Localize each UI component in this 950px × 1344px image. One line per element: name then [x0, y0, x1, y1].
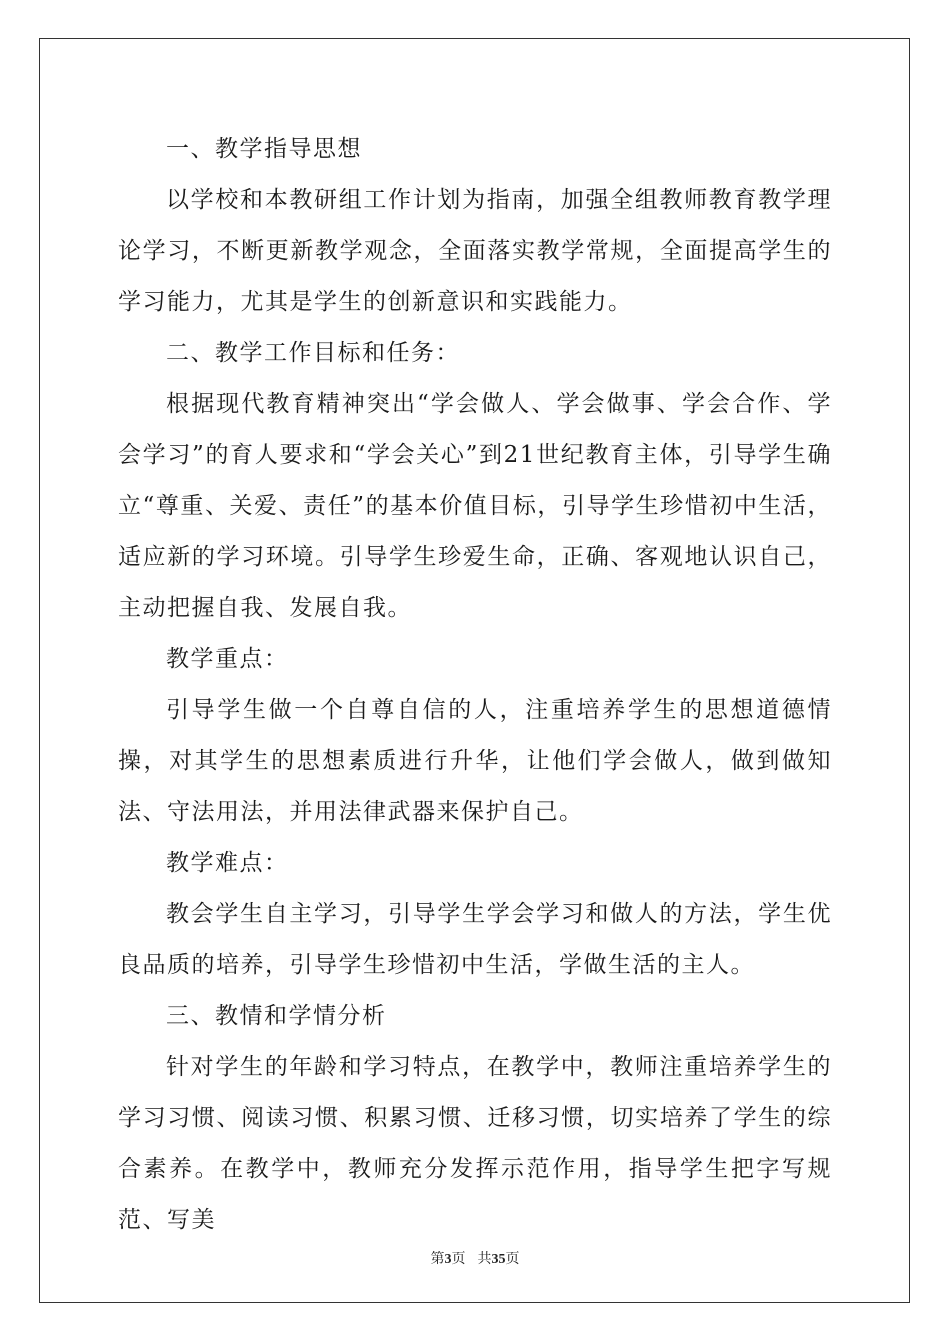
- paragraph-goals-tasks: 根据现代教育精神突出“学会做人、学会做事、学会合作、学会学习”的育人要求和“学会关心”到21世纪教育主体，引导学生确立“尊重、关爱、责任”的基本价值目标，引导学生珍惜初中生活，适应新的学习环境。引导学生珍爱生命，正确、客观地认识自己，主动把握自我、发展自我。: [118, 391, 832, 621]
- total-pages: 35: [491, 1252, 506, 1267]
- page-footer: [0, 1248, 950, 1268]
- section-heading-2: 二、教学工作目标和任务：: [166, 340, 460, 366]
- paragraph-analysis: 针对学生的年龄和学习特点，在教学中，教师注重培养学生的学习习惯、阅读习惯、积累习惯、迁移习惯，切实培养了学生的综合素养。在教学中，教师充分发挥示范作用，指导学生把字写规范、写美: [118, 1054, 832, 1233]
- paragraph-key-points: 引导学生做一个自尊自信的人，注重培养学生的思想道德情操，对其学生的思想素质进行升华，让他们学会做人，做到做知法、守法用法，并用法律武器来保护自己。: [118, 697, 832, 825]
- paragraph-difficulties: 教会学生自主学习，引导学生学会学习和做人的方法，学生优良品质的培养，引导学生珍惜初中生活，学做生活的主人。: [118, 901, 832, 978]
- paragraph-guiding-ideology: 以学校和本教研组工作计划为指南，加强全组教师教育教学理论学习，不断更新教学观念，全面落实教学常规，全面提高学生的学习能力，尤其是学生的创新意识和实践能力。: [118, 187, 832, 315]
- page-prefix: 第: [430, 1251, 445, 1267]
- total-prefix: 共: [477, 1251, 492, 1267]
- document-body: [118, 124, 832, 1246]
- page-suffix: 页: [451, 1251, 466, 1267]
- section-heading-3: 三、教情和学情分析: [166, 1003, 387, 1029]
- subheading-difficulties: 教学难点：: [166, 850, 289, 876]
- subheading-key-points: 教学重点：: [166, 646, 289, 672]
- total-suffix: 页: [505, 1251, 520, 1267]
- section-heading-1: 一、教学指导思想: [166, 136, 362, 162]
- page-number: 3: [444, 1252, 452, 1267]
